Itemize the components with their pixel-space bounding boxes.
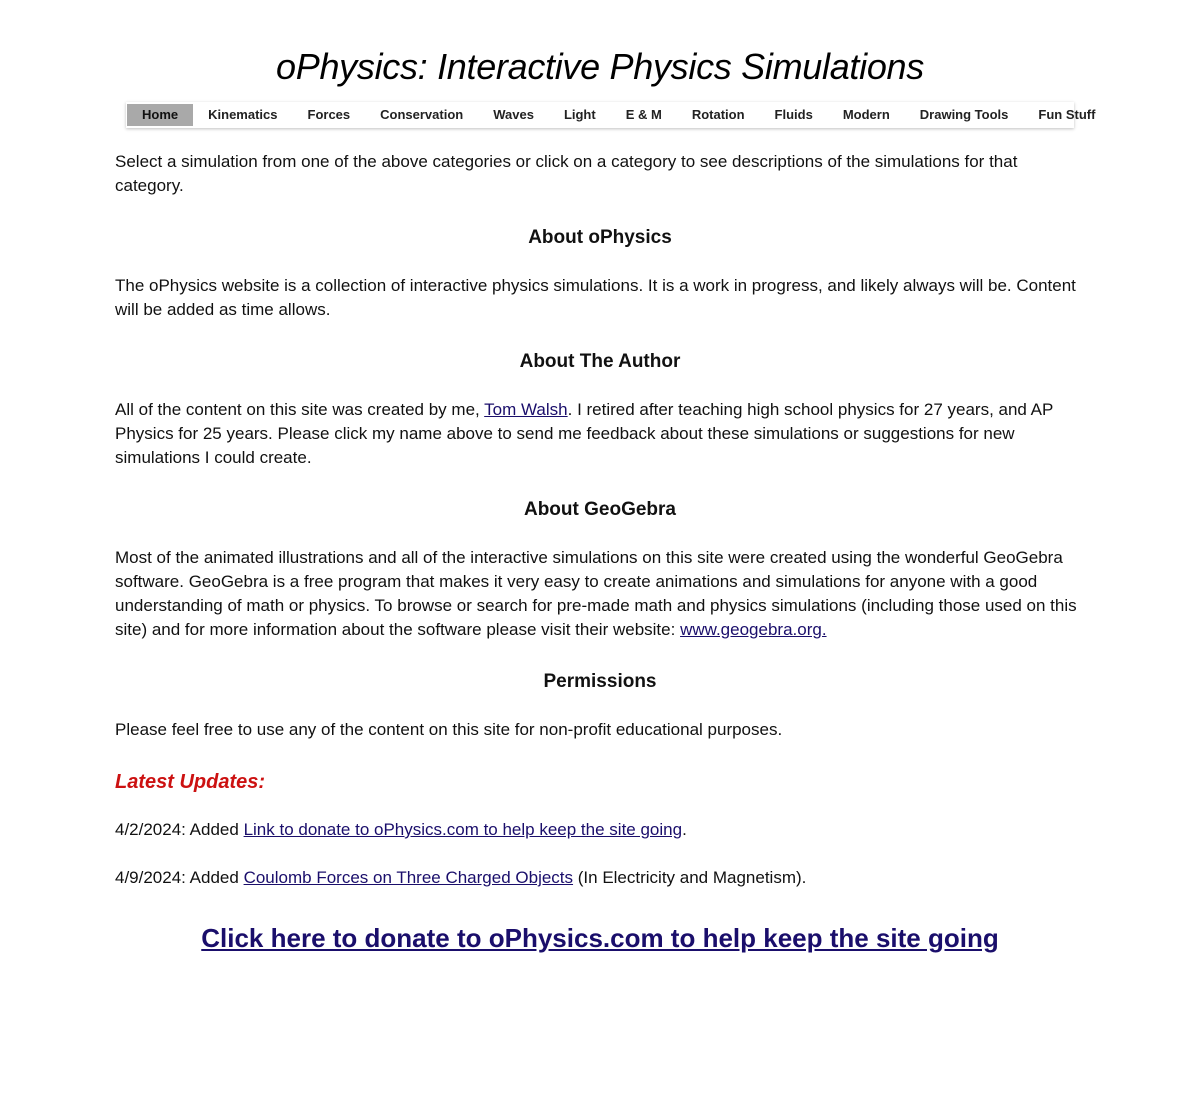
nav-item-fun-stuff[interactable]: Fun Stuff xyxy=(1038,107,1096,122)
donate-link[interactable]: Click here to donate to oPhysics.com to help keep the site going xyxy=(201,923,999,953)
about-geogebra-text-before: Most of the animated illustrations and all of the interactive simulations on this site were created using the wonderful GeoGebra software. GeoGebra is a free program that makes it very easy to create animations and simulations for anyone with a good understanding of math or physics. To browse or search for pre-made math and physics simulations (including those used on this site) and for more information about the software please visit their website: xyxy=(115,548,1077,639)
about-author-text-before: All of the content on this site was created by me, xyxy=(115,400,485,419)
nav-item-light[interactable]: Light xyxy=(563,107,596,122)
update-entry xyxy=(115,818,1085,842)
author-link[interactable]: Tom Walsh xyxy=(484,400,568,419)
nav-item-home[interactable]: Home xyxy=(127,104,193,126)
site-title: oPhysics: Interactive Physics Simulations xyxy=(276,46,924,87)
main-content xyxy=(115,150,1085,890)
update-entry-date: 4/9/2024: Added xyxy=(115,868,244,887)
nav-item-conservation[interactable]: Conservation xyxy=(380,107,464,122)
update-entry-suffix: . xyxy=(682,820,687,839)
about-author-text xyxy=(115,398,1085,470)
nav-item-rotation[interactable]: Rotation xyxy=(691,107,745,122)
permissions-heading: Permissions xyxy=(543,671,657,692)
nav-item-e-and-m[interactable]: E & M xyxy=(625,107,662,122)
nav-item-fluids[interactable]: Fluids xyxy=(774,107,813,122)
nav-item-kinematics[interactable]: Kinematics xyxy=(208,107,278,122)
update-entry-link[interactable]: Coulomb Forces on Three Charged Objects xyxy=(243,868,574,887)
update-entry-link[interactable]: Link to donate to oPhysics.com to help keep the site going xyxy=(243,820,683,839)
donate-banner xyxy=(0,918,1200,958)
intro-text: Select a simulation from one of the above categories or click on a category to see descriptions of the simulations for that category. xyxy=(115,152,1018,195)
nav-item-waves[interactable]: Waves xyxy=(493,107,534,122)
permissions-text: Please feel free to use any of the content on this site for non-profit educational purposes. xyxy=(115,720,783,739)
about-ophysics-heading: About oPhysics xyxy=(528,227,672,248)
update-entry xyxy=(115,866,1085,890)
update-entry-date: 4/2/2024: Added xyxy=(115,820,244,839)
about-geogebra-text xyxy=(115,546,1085,642)
about-author-text-after: . I retired after teaching high school physics for 27 years, and AP Physics for 25 years. Please click my name above to send me feedback about these simulations or suggestions for new simulations I could create. xyxy=(115,400,1054,467)
about-ophysics-text: The oPhysics website is a collection of interactive physics simulations. It is a work in progress, and likely always will be. Content will be added as time allows. xyxy=(115,276,1076,319)
nav-item-modern[interactable]: Modern xyxy=(842,107,890,122)
about-author-heading: About The Author xyxy=(519,351,681,372)
nav-item-drawing-tools[interactable]: Drawing Tools xyxy=(919,107,1009,122)
about-geogebra-heading: About GeoGebra xyxy=(523,499,676,520)
category-nav-bar xyxy=(126,102,1096,128)
nav-item-forces[interactable]: Forces xyxy=(307,107,351,122)
update-entry-suffix: (In Electricity and Magnetism). xyxy=(573,868,807,887)
geogebra-link[interactable]: www.geogebra.org. xyxy=(680,620,827,639)
latest-updates-heading: Latest Updates: xyxy=(115,771,266,793)
